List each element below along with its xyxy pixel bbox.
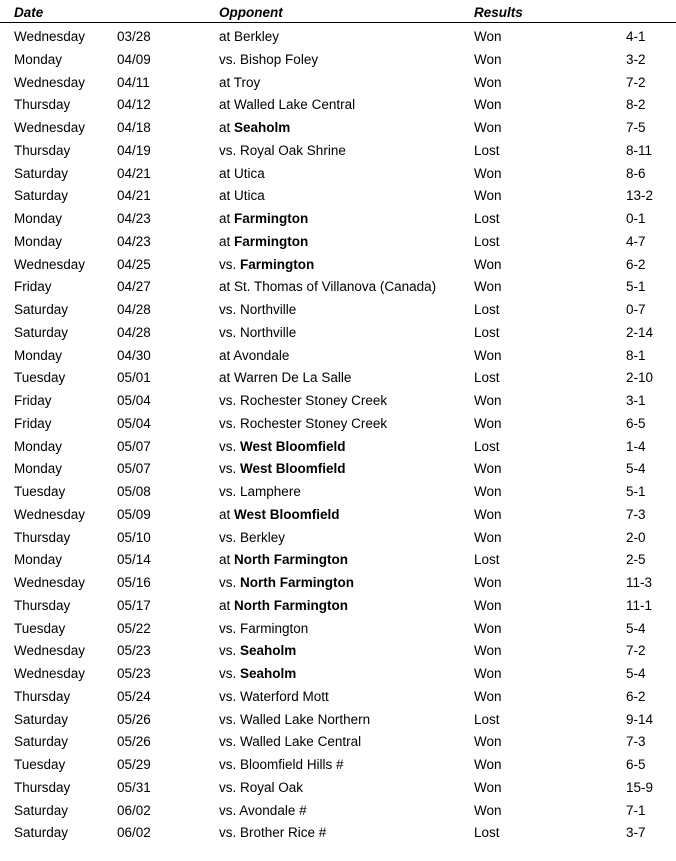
table-row <box>0 276 676 299</box>
opponent-name: Lamphere <box>240 484 301 499</box>
game-score: 3-7 <box>626 825 646 841</box>
opponent-prefix: vs. <box>219 324 237 340</box>
game-date: 05/10 <box>117 529 151 545</box>
game-date: 05/26 <box>117 734 151 750</box>
game-day: Monday <box>14 461 63 477</box>
game-result: Lost <box>474 302 500 317</box>
game-day: Tuesday <box>14 757 66 772</box>
game-day: Thursday <box>14 529 71 545</box>
game-day: Thursday <box>14 597 71 613</box>
game-result: Won <box>474 575 502 590</box>
game-day: Wednesday <box>14 256 86 272</box>
game-result: Won <box>474 688 502 704</box>
game-day: Saturday <box>14 802 69 818</box>
game-day: Monday <box>14 552 63 568</box>
table-row <box>0 686 676 709</box>
game-result: Won <box>474 256 502 272</box>
game-score: 11-3 <box>626 575 653 590</box>
game-date: 05/08 <box>117 484 151 499</box>
game-result: Lost <box>474 825 500 841</box>
table-row <box>0 299 676 322</box>
game-opponent <box>219 461 346 477</box>
opponent-name: Troy <box>233 74 261 90</box>
opponent-name: Farmington <box>234 211 309 226</box>
opponent-name: Rochester Stoney Creek <box>240 393 388 408</box>
game-result: Lost <box>474 552 500 568</box>
opponent-name: Waterford Mott <box>240 688 329 704</box>
game-result: Lost <box>474 324 500 340</box>
game-day: Friday <box>14 279 52 295</box>
table-row <box>0 618 676 641</box>
game-result: Won <box>474 643 502 659</box>
opponent-prefix: vs. <box>219 711 237 727</box>
opponent-prefix: at <box>219 120 231 135</box>
game-date: 04/23 <box>117 211 151 226</box>
game-opponent <box>219 825 326 841</box>
game-date: 05/31 <box>117 779 151 795</box>
game-date: 05/07 <box>117 461 151 477</box>
opponent-name: Farmington <box>240 620 309 636</box>
game-score: 9-14 <box>626 711 654 727</box>
game-score: 7-2 <box>626 643 646 659</box>
game-score: 4-1 <box>626 29 646 44</box>
game-opponent <box>219 302 296 318</box>
table-row <box>0 231 676 254</box>
game-date: 04/25 <box>117 256 151 272</box>
game-result: Won <box>474 120 502 135</box>
game-opponent <box>219 552 348 568</box>
game-opponent <box>219 689 329 705</box>
opponent-prefix: at <box>219 165 231 181</box>
game-score: 8-1 <box>626 347 646 363</box>
game-opponent <box>219 734 361 750</box>
game-day: Friday <box>14 415 52 431</box>
game-result: Won <box>474 666 502 681</box>
game-date: 04/28 <box>117 302 151 317</box>
game-score: 5-4 <box>626 461 646 477</box>
game-result: Lost <box>474 370 500 386</box>
game-opponent <box>219 279 436 295</box>
header-results: Results <box>474 5 523 20</box>
table-row <box>0 572 676 595</box>
opponent-name: North Farmington <box>234 597 349 613</box>
table-row <box>0 185 676 208</box>
game-opponent <box>219 120 290 136</box>
game-day: Tuesday <box>14 620 66 636</box>
game-day: Monday <box>14 51 63 67</box>
game-opponent <box>219 29 279 45</box>
game-day: Monday <box>14 233 63 249</box>
game-opponent <box>219 598 348 614</box>
game-day: Tuesday <box>14 370 66 386</box>
game-day: Wednesday <box>14 575 86 590</box>
game-opponent <box>219 257 314 273</box>
opponent-name: Seaholm <box>234 120 291 135</box>
opponent-prefix: vs. <box>219 620 237 636</box>
game-score: 8-2 <box>626 97 646 113</box>
game-day: Wednesday <box>14 506 86 522</box>
game-opponent <box>219 188 265 204</box>
opponent-prefix: at <box>219 347 231 363</box>
game-score: 7-3 <box>626 506 646 522</box>
game-opponent <box>219 439 346 455</box>
opponent-prefix: vs. <box>219 734 237 750</box>
game-day: Saturday <box>14 825 69 841</box>
game-result: Won <box>474 484 502 499</box>
game-opponent <box>219 75 260 91</box>
game-date: 04/11 <box>117 74 150 90</box>
table-row <box>0 26 676 49</box>
opponent-name: St. Thomas of Villanova (Canada) <box>234 279 437 295</box>
game-score: 3-1 <box>626 393 646 408</box>
table-row <box>0 254 676 277</box>
game-result: Lost <box>474 211 500 226</box>
game-date: 06/02 <box>117 802 151 818</box>
game-opponent <box>219 643 296 659</box>
table-row <box>0 117 676 140</box>
game-result: Lost <box>474 711 500 727</box>
game-opponent <box>219 370 351 386</box>
game-day: Saturday <box>14 188 69 204</box>
game-result: Lost <box>474 233 500 249</box>
game-result: Won <box>474 415 502 431</box>
opponent-prefix: vs. <box>219 666 237 681</box>
game-date: 05/16 <box>117 575 151 590</box>
opponent-name: Utica <box>234 165 265 181</box>
table-row <box>0 208 676 231</box>
opponent-prefix: vs. <box>219 825 237 841</box>
game-date: 04/23 <box>117 233 151 249</box>
opponent-name: Walled Lake Central <box>234 97 356 113</box>
table-row <box>0 777 676 800</box>
game-day: Thursday <box>14 97 71 113</box>
opponent-name: Warren De La Salle <box>234 370 352 386</box>
opponent-name: Farmington <box>240 256 315 272</box>
game-date: 04/09 <box>117 51 151 67</box>
game-score: 5-4 <box>626 666 646 681</box>
opponent-prefix: at <box>219 370 231 386</box>
table-row <box>0 663 676 686</box>
game-day: Saturday <box>14 734 69 750</box>
table-row <box>0 527 676 550</box>
game-day: Thursday <box>14 142 71 158</box>
opponent-name: Royal Oak <box>240 779 304 795</box>
header-date: Date <box>14 5 44 20</box>
game-day: Monday <box>14 211 63 226</box>
game-date: 05/17 <box>117 597 151 613</box>
game-day: Wednesday <box>14 666 86 681</box>
game-score: 0-7 <box>626 302 646 317</box>
opponent-prefix: vs. <box>219 688 237 704</box>
game-day: Monday <box>14 438 63 454</box>
game-result: Won <box>474 347 502 363</box>
game-date: 05/29 <box>117 757 151 772</box>
game-date: 04/28 <box>117 324 151 340</box>
opponent-name: West Bloomfield <box>234 506 340 522</box>
game-result: Won <box>474 757 502 772</box>
game-result: Won <box>474 29 502 44</box>
game-result: Won <box>474 97 502 113</box>
game-score: 3-2 <box>626 51 646 67</box>
opponent-name: West Bloomfield <box>240 461 346 477</box>
game-result: Won <box>474 597 502 613</box>
opponent-name: Berkley <box>234 29 280 44</box>
game-score: 6-2 <box>626 256 646 272</box>
opponent-prefix: at <box>219 597 231 613</box>
opponent-name: North Farmington <box>234 552 349 568</box>
opponent-prefix: at <box>219 74 231 90</box>
table-body <box>0 26 676 845</box>
game-day: Wednesday <box>14 29 86 44</box>
game-score: 5-4 <box>626 620 646 636</box>
opponent-prefix: vs. <box>219 757 237 772</box>
table-row <box>0 754 676 777</box>
opponent-name: West Bloomfield <box>240 438 346 454</box>
game-opponent <box>219 484 301 500</box>
game-result: Won <box>474 165 502 181</box>
table-row <box>0 458 676 481</box>
game-date: 04/30 <box>117 347 151 363</box>
game-date: 04/19 <box>117 142 151 158</box>
table-row <box>0 504 676 527</box>
table-row <box>0 436 676 459</box>
opponent-name: North Farmington <box>240 575 355 590</box>
game-result: Won <box>474 74 502 90</box>
game-date: 04/12 <box>117 97 151 113</box>
game-date: 04/21 <box>117 165 151 181</box>
game-result: Won <box>474 51 502 67</box>
table-row <box>0 549 676 572</box>
game-date: 05/01 <box>117 370 151 386</box>
game-score: 2-5 <box>626 552 646 568</box>
game-opponent <box>219 52 318 68</box>
table-row <box>0 140 676 163</box>
game-result: Lost <box>474 142 500 158</box>
game-opponent <box>219 712 370 728</box>
game-date: 05/23 <box>117 666 151 681</box>
opponent-prefix: at <box>219 552 231 568</box>
game-result: Won <box>474 393 502 408</box>
game-score: 7-5 <box>626 120 646 135</box>
table-row <box>0 390 676 413</box>
game-day: Thursday <box>14 688 71 704</box>
game-score: 13-2 <box>626 188 654 204</box>
game-opponent <box>219 530 285 546</box>
game-result: Lost <box>474 438 500 454</box>
table-row <box>0 367 676 390</box>
game-result: Won <box>474 188 502 204</box>
opponent-prefix: vs. <box>219 779 237 795</box>
opponent-name: Bishop Foley <box>240 51 319 67</box>
opponent-prefix: at <box>219 279 231 295</box>
opponent-prefix: at <box>219 211 231 226</box>
game-opponent <box>219 780 303 796</box>
opponent-prefix: vs. <box>219 415 237 431</box>
table-row <box>0 595 676 618</box>
header-opponent: Opponent <box>219 5 283 20</box>
game-opponent <box>219 757 344 773</box>
table-row <box>0 94 676 117</box>
opponent-name: Royal Oak Shrine <box>240 142 346 158</box>
game-opponent <box>219 325 296 341</box>
game-opponent <box>219 211 308 227</box>
opponent-prefix: vs. <box>219 256 237 272</box>
game-date: 05/26 <box>117 711 151 727</box>
game-day: Tuesday <box>14 484 66 499</box>
game-result: Won <box>474 779 502 795</box>
opponent-name: Avondale <box>233 347 290 363</box>
game-score: 8-6 <box>626 165 646 181</box>
game-date: 05/22 <box>117 620 151 636</box>
game-day: Saturday <box>14 324 69 340</box>
game-date: 05/07 <box>117 438 151 454</box>
game-day: Monday <box>14 347 63 363</box>
game-date: 05/04 <box>117 393 151 408</box>
opponent-name: Walled Lake Northern <box>240 711 371 727</box>
table-row <box>0 49 676 72</box>
game-score: 7-3 <box>626 734 646 750</box>
game-score: 2-14 <box>626 324 654 340</box>
game-score: 2-0 <box>626 529 646 545</box>
opponent-name: Northville <box>240 302 297 317</box>
game-result: Won <box>474 461 502 477</box>
opponent-prefix: at <box>219 188 231 204</box>
game-score: 5-1 <box>626 279 646 295</box>
game-date: 05/24 <box>117 688 151 704</box>
opponent-prefix: vs. <box>219 142 237 158</box>
opponent-prefix: vs. <box>219 643 237 659</box>
opponent-prefix: at <box>219 29 231 44</box>
opponent-prefix: vs. <box>219 484 237 499</box>
table-row <box>0 413 676 436</box>
game-score: 11-1 <box>626 597 653 613</box>
game-opponent <box>219 234 308 250</box>
table-row <box>0 800 676 823</box>
table-row <box>0 481 676 504</box>
opponent-name: Seaholm <box>240 666 297 681</box>
game-date: 04/21 <box>117 188 151 204</box>
game-opponent <box>219 97 355 113</box>
opponent-prefix: at <box>219 97 231 113</box>
opponent-prefix: vs. <box>219 575 237 590</box>
game-opponent <box>219 143 346 159</box>
opponent-name: Farmington <box>234 233 309 249</box>
game-score: 6-5 <box>626 757 646 772</box>
opponent-name: Seaholm <box>240 643 297 659</box>
game-opponent <box>219 803 307 819</box>
game-day: Saturday <box>14 165 69 181</box>
game-date: 05/04 <box>117 415 151 431</box>
game-result: Won <box>474 802 502 818</box>
game-day: Wednesday <box>14 643 86 659</box>
game-day: Wednesday <box>14 74 86 90</box>
game-date: 06/02 <box>117 825 151 841</box>
opponent-name: Rochester Stoney Creek <box>240 415 388 431</box>
opponent-name: Bloomfield Hills # <box>240 757 344 772</box>
table-row <box>0 163 676 186</box>
game-date: 05/14 <box>117 552 151 568</box>
game-day: Saturday <box>14 711 69 727</box>
game-opponent <box>219 166 265 182</box>
opponent-prefix: vs. <box>219 438 237 454</box>
game-date: 05/09 <box>117 506 151 522</box>
game-result: Won <box>474 734 502 750</box>
game-score: 6-5 <box>626 415 646 431</box>
game-date: 03/28 <box>117 29 151 44</box>
opponent-prefix: at <box>219 233 231 249</box>
game-opponent <box>219 348 289 364</box>
game-day: Saturday <box>14 302 69 317</box>
game-day: Thursday <box>14 779 71 795</box>
game-score: 4-7 <box>626 233 646 249</box>
table-row <box>0 640 676 663</box>
opponent-prefix: at <box>219 506 231 522</box>
opponent-prefix: vs. <box>219 461 237 477</box>
opponent-prefix: vs. <box>219 393 237 408</box>
game-score: 8-11 <box>626 142 653 158</box>
game-opponent <box>219 416 387 432</box>
game-score: 15-9 <box>626 779 654 795</box>
opponent-prefix: vs. <box>219 51 237 67</box>
game-score: 7-2 <box>626 74 646 90</box>
game-opponent <box>219 393 387 409</box>
table-row <box>0 731 676 754</box>
opponent-prefix: vs. <box>219 302 237 317</box>
game-date: 04/18 <box>117 120 151 135</box>
table-row <box>0 345 676 368</box>
table-header <box>0 4 676 23</box>
opponent-name: Walled Lake Central <box>240 734 362 750</box>
table-row <box>0 72 676 95</box>
game-day: Friday <box>14 393 52 408</box>
table-row <box>0 322 676 345</box>
opponent-name: Utica <box>234 188 265 204</box>
game-result: Won <box>474 620 502 636</box>
opponent-prefix: vs. <box>219 802 237 818</box>
opponent-name: Avondale # <box>239 802 307 818</box>
game-result: Won <box>474 506 502 522</box>
game-date: 04/27 <box>117 279 151 295</box>
game-score: 6-2 <box>626 688 646 704</box>
game-score: 1-4 <box>626 438 646 454</box>
opponent-name: Brother Rice # <box>240 825 327 841</box>
opponent-name: Berkley <box>240 529 286 545</box>
game-score: 0-1 <box>626 211 646 226</box>
game-opponent <box>219 666 296 682</box>
opponent-prefix: vs. <box>219 529 237 545</box>
game-result: Won <box>474 279 502 295</box>
game-score: 5-1 <box>626 484 646 499</box>
game-score: 2-10 <box>626 370 654 386</box>
game-opponent <box>219 507 340 523</box>
game-opponent <box>219 621 308 637</box>
game-result: Won <box>474 529 502 545</box>
table-row <box>0 822 676 845</box>
game-opponent <box>219 575 354 591</box>
game-date: 05/23 <box>117 643 151 659</box>
table-row <box>0 709 676 732</box>
opponent-name: Northville <box>240 324 297 340</box>
game-day: Wednesday <box>14 120 86 135</box>
game-score: 7-1 <box>626 802 646 818</box>
